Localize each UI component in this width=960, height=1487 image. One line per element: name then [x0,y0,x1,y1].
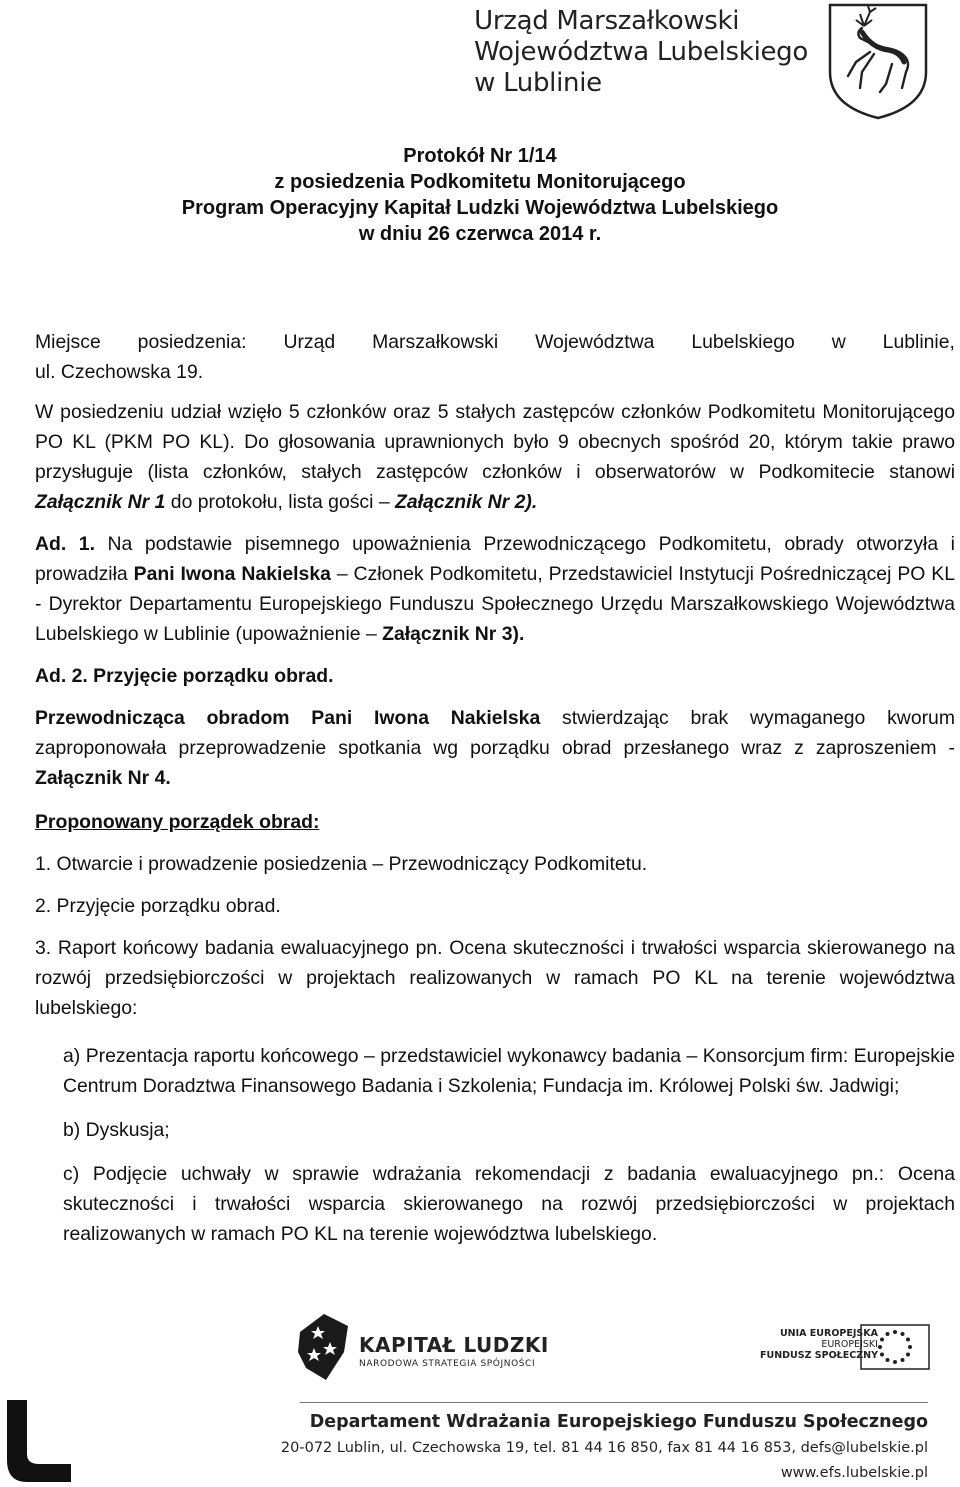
location-word: Marszałkowski [372,331,499,353]
agenda-heading [35,807,955,837]
person-name: Przewodnicząca obradom Pani Iwona Nakielska [35,707,541,729]
institution-line: Urząd Marszałkowski [474,6,740,36]
participation-paragraph [35,397,955,517]
paragraph-text: stwierdzając brak wymaganego kworum zaproponowała przeprowadzenie spotkania wg porządku obrad przesłanego wraz z zaproszeniem - [35,707,955,759]
location-line-1 [35,327,955,357]
agenda-subitem: c) Podjęcie uchwały w sprawie wdrażania rekomendacji z badania ewaluacyjnego pn.: Ocena skuteczności i trwałości wsparcia skierowanego na rozwój przedsiębiorczości w projektach realizowanych w ramach PO KL na terenie województwa lubelskiego. [63,1163,955,1245]
title-line: w dniu 26 czerwca 2014 r. [358,223,602,245]
section-heading: Ad. 2. Przyjęcie porządku obrad. [35,665,334,687]
eu-line: FUNDUSZ SPOŁECZNY [760,1350,878,1361]
institution-line: w Lublinie [474,68,602,98]
paragraph-text: Na podstawie pisemnego upoważnienia Przewodniczącego Podkomitetu, obrady otworzyła i prowadziła [35,533,955,585]
lubelskie-l-logo-icon [5,1398,73,1484]
attachment-ref: Załącznik Nr 2). [395,491,538,513]
agenda-subitem: a) Prezentacja raportu końcowego – przedstawiciel wykonawcy badania – Konsorcjum firm: Europejskie Centrum Doradztwa Finansowego Badania i Szkolenia; Fundacja im. Królowej Polski św. Jadwigi; [63,1045,955,1097]
location-word: posiedzenia: [137,331,247,353]
attachment-ref: Załącznik Nr 1 [35,491,166,513]
attachment-ref: Załącznik Nr 3). [382,623,525,645]
location-word: Miejsce [35,331,101,353]
ad2-heading [35,661,955,691]
title-line: Program Operacyjny Kapitał Ludzki Województwa Lubelskiego [181,197,779,219]
paragraph-text: W posiedzeniu udział wzięło 5 członków oraz 5 stałych zastępców członków Podkomitetu Monitorującego PO KL (PKM PO KL). Do głosowania uprawnionych było 9 obecnych spośród 20, którym takie prawo przysługuje (lista członków, stałych zastępców członków i obserwatorów w Podkomitecie stanowi [35,401,955,483]
protocol-title [0,143,960,247]
meeting-location [35,327,955,387]
ad1-paragraph [35,529,955,649]
coat-of-arms-icon [826,2,930,120]
kapital-ludzki-text [359,1333,549,1369]
kl-title: KAPITAŁ LUDZKI [359,1333,549,1357]
institution-line: Województwa Lubelskiego [474,37,808,67]
section-heading: Proponowany porządek obrad: [35,811,320,833]
title-line: Protokół Nr 1/14 [403,145,557,167]
document-body [35,327,955,1249]
eu-flag-icon [860,1324,930,1370]
attachment-ref: Załącznik Nr 4. [35,767,171,789]
website-link[interactable]: www.efs.lubelskie.pl [780,1465,928,1481]
agenda-item: 2. Przyjęcie porządku obrad. [35,895,281,917]
paragraph-text: – Członek Podkomitetu, Przedstawiciel Instytucji Pośredniczącej PO KL - Dyrektor Departamentu Europejskiego Funduszu Społecznego Urzędu Marszałkowskiego Województwa Lubelskiego w Lublinie (upoważnienie – [35,563,955,645]
location-word: Lublinie, [882,331,955,353]
kl-subtitle: NARODOWA STRATEGIA SPÓJNOŚCI [359,1359,536,1369]
title-line: z posiedzenia Podkomitetu Monitorującego [274,171,686,193]
agenda-item: 3. Raport końcowy badania ewaluacyjnego pn. Ocena skuteczności i trwałości wsparcia skierowanego na rozwój przedsiębiorczości w projektach realizowanych w ramach PO KL na terenie województwa lubelskiego: [35,937,955,1019]
agenda-subitem: b) Dyskusja; [63,1119,170,1141]
location-word: Lubelskiego [691,331,795,353]
person-name: Pani Iwona Nakielska [133,563,331,585]
location-word: Urząd [283,331,336,353]
footer-divider [300,1402,928,1403]
department-name: Departament Wdrażania Europejskiego Funduszu Społecznego [309,1412,928,1432]
eu-line: EUROPEJSKI [821,1339,878,1350]
agenda-item: 1. Otwarcie i prowadzenie posiedzenia – Przewodniczący Podkomitetu. [35,853,648,875]
location-word: w [831,331,846,353]
agenda-point-label: Ad. 1. [35,533,95,555]
contact-address: 20-072 Lublin, ul. Czechowska 19, tel. 81 44 16 850, fax 81 44 16 853, defs@lubelskie.pl [280,1440,928,1456]
paragraph-text: do protokołu, lista gości – [165,491,395,513]
institution-name [474,6,808,99]
location-word: Województwa [535,331,655,353]
eu-line: UNIA EUROPEJSKA [779,1328,878,1339]
location-line-2: ul. Czechowska 19. [35,361,204,383]
ad2-paragraph [35,703,955,793]
